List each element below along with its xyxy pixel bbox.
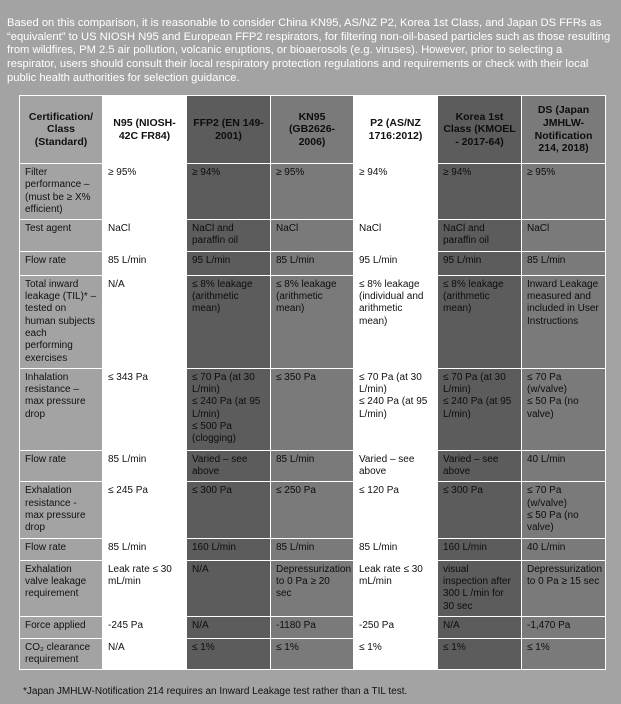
- table-cell: ≤ 1%: [438, 638, 522, 670]
- header-cell: Korea 1st Class (KMOEL - 2017-64): [438, 96, 522, 164]
- table-cell: Varied – see above: [354, 450, 438, 482]
- table-cell: 95 L/min: [187, 251, 271, 275]
- row-label-cell: Flow rate: [20, 450, 103, 482]
- row-label-cell: Exhalation resistance - max pressure drop: [20, 482, 103, 538]
- table-cell: ≤ 70 Pa (at 30 L/min) ≤ 240 Pa (at 95 L/min) ≤ 500 Pa (clogging): [187, 368, 271, 450]
- table-row: [20, 538, 606, 560]
- row-label-cell: Filter performance – (must be ≥ X% efficient): [20, 164, 103, 220]
- table-row: [20, 482, 606, 538]
- table-cell: N/A: [103, 275, 187, 368]
- table-cell: ≤ 300 Pa: [187, 482, 271, 538]
- table-cell: N/A: [187, 560, 271, 616]
- table-row: [20, 638, 606, 670]
- table-cell: ≤ 120 Pa: [354, 482, 438, 538]
- table-row: [20, 560, 606, 616]
- table-cell: Leak rate ≤ 30 mL/min: [354, 560, 438, 616]
- row-label-cell: Flow rate: [20, 251, 103, 275]
- table-cell: ≥ 95%: [522, 164, 606, 220]
- table-cell: ≤ 8% leakage (arithmetic mean): [438, 275, 522, 368]
- respirator-comparison-table: [19, 95, 606, 670]
- table-cell: Depressurization to 0 Pa ≥ 15 sec: [522, 560, 606, 616]
- table-row: [20, 450, 606, 482]
- table-cell: N/A: [438, 616, 522, 638]
- header-cell: N95 (NIOSH-42C FR84): [103, 96, 187, 164]
- footnote: *Japan JMHLW-Notification 214 requires an Inward Leakage test rather than a TIL test.: [23, 686, 408, 697]
- table-cell: Depressurization to 0 Pa ≥ 20 sec: [271, 560, 354, 616]
- table-cell: ≤ 300 Pa: [438, 482, 522, 538]
- table-cell: NaCl: [271, 220, 354, 252]
- table-cell: -1180 Pa: [271, 616, 354, 638]
- table-cell: 85 L/min: [103, 251, 187, 275]
- table-cell: ≤ 1%: [354, 638, 438, 670]
- table-cell: ≤ 343 Pa: [103, 368, 187, 450]
- table-cell: ≥ 95%: [103, 164, 187, 220]
- table-cell: ≤ 8% leakage (arithmetic mean): [187, 275, 271, 368]
- table-cell: ≥ 94%: [354, 164, 438, 220]
- table-cell: ≥ 94%: [187, 164, 271, 220]
- table-row: [20, 616, 606, 638]
- table-cell: NaCl: [103, 220, 187, 252]
- row-label-cell: Total inward leakage (TIL)* – tested on human subjects each performing exercises: [20, 275, 103, 368]
- table-cell: Varied – see above: [187, 450, 271, 482]
- table-cell: -250 Pa: [354, 616, 438, 638]
- table-cell: 85 L/min: [271, 450, 354, 482]
- table-cell: N/A: [103, 638, 187, 670]
- table-header-row: [20, 96, 606, 164]
- table-cell: ≤ 70 Pa (at 30 L/min) ≤ 240 Pa (at 95 L/min): [354, 368, 438, 450]
- table-row: [20, 275, 606, 368]
- table-cell: ≤ 1%: [187, 638, 271, 670]
- row-label-cell: Inhalation resistance – max pressure drop: [20, 368, 103, 450]
- row-label-cell: CO₂ clearance requirement: [20, 638, 103, 670]
- table-cell: ≤ 250 Pa: [271, 482, 354, 538]
- table-cell: NaCl: [522, 220, 606, 252]
- header-cell: DS (Japan JMHLW-Notification 214, 2018): [522, 96, 606, 164]
- table-cell: ≤ 245 Pa: [103, 482, 187, 538]
- table-cell: ≤ 70 Pa (w/valve) ≤ 50 Pa (no valve): [522, 368, 606, 450]
- row-label-cell: Exhalation valve leakage requirement: [20, 560, 103, 616]
- table-cell: -1,470 Pa: [522, 616, 606, 638]
- table-cell: ≤ 8% leakage (arithmetic mean): [271, 275, 354, 368]
- table-cell: ≤ 8% leakage (individual and arithmetic mean): [354, 275, 438, 368]
- table-cell: ≥ 94%: [438, 164, 522, 220]
- table-cell: ≤ 1%: [271, 638, 354, 670]
- table-cell: 95 L/min: [354, 251, 438, 275]
- row-label-cell: Flow rate: [20, 538, 103, 560]
- table-cell: 85 L/min: [354, 538, 438, 560]
- table-cell: Inward Leakage measured and included in User Instructions: [522, 275, 606, 368]
- table-row: [20, 220, 606, 252]
- table-cell: 40 L/min: [522, 450, 606, 482]
- table-row: [20, 251, 606, 275]
- table-cell: 85 L/min: [271, 538, 354, 560]
- table-cell: 85 L/min: [271, 251, 354, 275]
- table-cell: Varied – see above: [438, 450, 522, 482]
- table-row: [20, 368, 606, 450]
- table-cell: ≤ 1%: [522, 638, 606, 670]
- table-cell: Leak rate ≤ 30 mL/min: [103, 560, 187, 616]
- table-cell: 85 L/min: [103, 450, 187, 482]
- header-cell: Certification/ Class (Standard): [20, 96, 103, 164]
- table-cell: 40 L/min: [522, 538, 606, 560]
- table-cell: ≤ 70 Pa (w/valve) ≤ 50 Pa (no valve): [522, 482, 606, 538]
- table-cell: 160 L/min: [187, 538, 271, 560]
- header-cell: KN95 (GB2626-2006): [271, 96, 354, 164]
- table-cell: NaCl and paraffin oil: [187, 220, 271, 252]
- table-row: [20, 164, 606, 220]
- table-cell: NaCl: [354, 220, 438, 252]
- table-cell: 85 L/min: [103, 538, 187, 560]
- table-cell: NaCl and paraffin oil: [438, 220, 522, 252]
- table-cell: 85 L/min: [522, 251, 606, 275]
- header-cell: P2 (AS/NZ 1716:2012): [354, 96, 438, 164]
- table-cell: ≥ 95%: [271, 164, 354, 220]
- table-cell: -245 Pa: [103, 616, 187, 638]
- row-label-cell: Force applied: [20, 616, 103, 638]
- table-cell: 160 L/min: [438, 538, 522, 560]
- intro-paragraph: Based on this comparison, it is reasonable to consider China KN95, AS/NZ P2, Korea 1st Class, and Japan DS FFRs as “equivalent” to US NIOSH N95 and European FFP2 respirators, for filtering non-oil-based particles such as those resulting from wildfires, PM 2.5 air pollution, volcanic eruptions, or bioaerosols (e.g. viruses). However, prior to selecting a respirator, users should consult their local respiratory protection regulations and requirements or check with their local public health authorities for selection guidance.: [7, 17, 611, 84]
- table-cell: visual inspection after 300 L /min for 30 sec: [438, 560, 522, 616]
- table-cell: 95 L/min: [438, 251, 522, 275]
- table-cell: N/A: [187, 616, 271, 638]
- table-cell: ≤ 70 Pa (at 30 L/min) ≤ 240 Pa (at 95 L/min): [438, 368, 522, 450]
- table-cell: ≤ 350 Pa: [271, 368, 354, 450]
- row-label-cell: Test agent: [20, 220, 103, 252]
- header-cell: FFP2 (EN 149-2001): [187, 96, 271, 164]
